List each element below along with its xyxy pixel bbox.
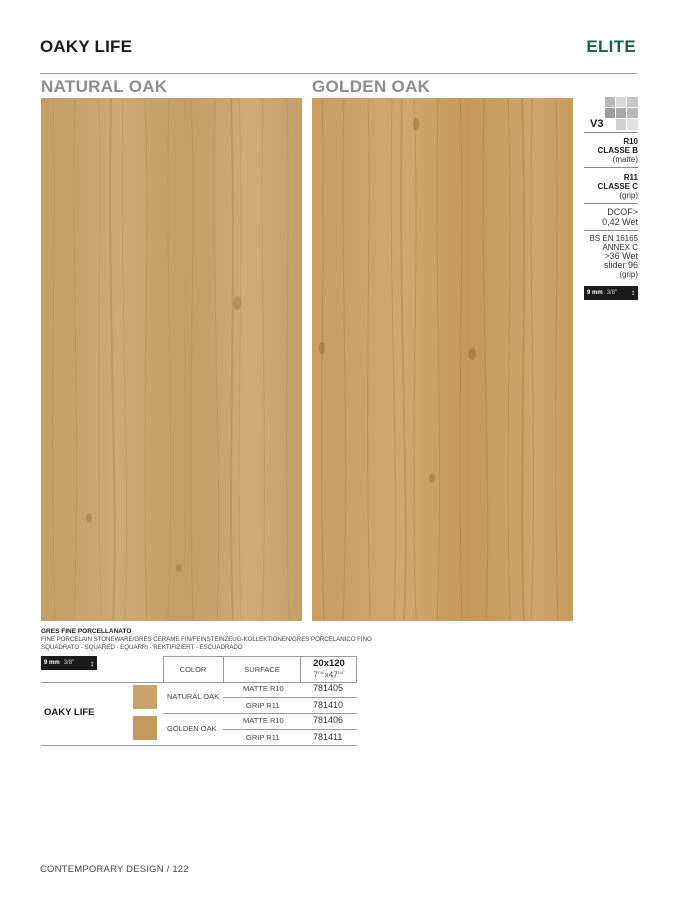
thickness-badge xyxy=(584,286,638,300)
tile-name-natural-oak: NATURAL OAK xyxy=(41,77,168,96)
spec-r10-note: (matte) xyxy=(612,155,638,164)
spec-divider xyxy=(584,203,638,204)
spec-divider xyxy=(584,167,638,168)
table-border xyxy=(163,656,164,682)
size-imperial: $7^{7/8"}x47^{1/4"}$ xyxy=(313,669,345,680)
table-row-surface: MATTE R10 xyxy=(243,716,284,725)
table-row-code: 781405 xyxy=(313,683,344,693)
spec-bs-en xyxy=(584,234,638,279)
table-border xyxy=(163,713,357,714)
spec-r11-class: CLASSE C xyxy=(597,182,638,191)
table-thickness-inch: 3/8" xyxy=(63,660,75,666)
spec-dcof-value: 0,42 Wet xyxy=(602,217,638,227)
table-thickness-badge xyxy=(41,656,97,670)
table-row-code: 781410 xyxy=(313,700,344,710)
shade-variation-label: V3 xyxy=(590,118,604,130)
spec-divider xyxy=(584,230,638,231)
table-border xyxy=(223,729,357,730)
table-border xyxy=(41,682,357,683)
spec-r11-rating: R11 xyxy=(623,173,638,182)
table-row-surface: MATTE R10 xyxy=(243,684,284,693)
table-border xyxy=(300,656,301,682)
table-border xyxy=(41,745,357,746)
table-row-surface: GRIP R11 xyxy=(246,701,280,710)
swatch-golden-oak xyxy=(133,716,157,740)
table-thickness-mm: 9 mm xyxy=(44,660,60,666)
page-title: OAKY LIFE xyxy=(40,37,133,56)
tile-name-golden-oak: GOLDEN OAK xyxy=(312,77,431,96)
material-edge: SQUADRATO - SQUARED - EQUARRI - REKTIFIZIERT - ESCUADRADO xyxy=(41,644,243,651)
spec-dcof-label: DCOF> xyxy=(607,207,638,217)
swatch-natural-oak xyxy=(133,685,157,709)
spec-bs-note: (grip) xyxy=(619,270,638,279)
thickness-inch: 3/8" xyxy=(606,290,618,296)
table-border xyxy=(356,656,357,682)
spec-bs-standard: BS EN 16165 xyxy=(589,234,638,243)
table-row-color: GOLDEN OAK xyxy=(167,724,217,733)
table-thickness-arrow-icon: ↕ xyxy=(90,658,94,668)
tile-image-natural-oak xyxy=(41,98,302,621)
spec-bs-annex: ANNEX C xyxy=(602,243,638,252)
column-header-surface: SURFACE xyxy=(244,664,280,674)
thickness-arrow-icon: ↕ xyxy=(631,288,635,297)
thickness-mm: 9 mm xyxy=(587,290,603,296)
brand-logo: ELITE xyxy=(586,37,636,56)
spec-bs-slider: slider 96 xyxy=(603,260,638,270)
table-row-surface: GRIP R11 xyxy=(246,733,280,742)
spec-dcof xyxy=(584,207,638,227)
spec-bs-wet: >36 Wet xyxy=(604,251,638,261)
slip-rating-grid-icon xyxy=(605,97,638,130)
spec-divider xyxy=(584,132,638,133)
spec-r11-note: (grip) xyxy=(619,191,638,200)
spec-r10-class: CLASSE B xyxy=(597,146,638,155)
table-row-code: 781406 xyxy=(313,715,344,725)
page-footer: CONTEMPORARY DESIGN / 122 xyxy=(40,864,189,875)
column-header-size xyxy=(301,656,357,682)
spec-r11 xyxy=(584,173,638,200)
table-row-color: NATURAL OAK xyxy=(167,692,220,701)
table-series-name: OAKY LIFE xyxy=(44,707,95,718)
material-title: GRES FINE PORCELLANATO xyxy=(41,628,132,635)
table-border xyxy=(223,656,224,682)
header-divider xyxy=(40,73,637,74)
tile-image-golden-oak xyxy=(312,98,573,621)
spec-r10-rating: R10 xyxy=(623,137,638,146)
spec-r10 xyxy=(584,137,638,164)
column-header-color: COLOR xyxy=(179,664,207,674)
size-metric: 20x120 xyxy=(313,657,345,669)
material-translations: FINE PORCELAIN STONEWARE/GRES CERAME FIN/FEINSTEINZEUG-KOLLEKTIONEN/GRES PORCELANICO FINO xyxy=(41,636,372,643)
table-row-code: 781411 xyxy=(313,732,343,742)
table-border xyxy=(163,656,357,657)
table-border xyxy=(223,697,357,698)
